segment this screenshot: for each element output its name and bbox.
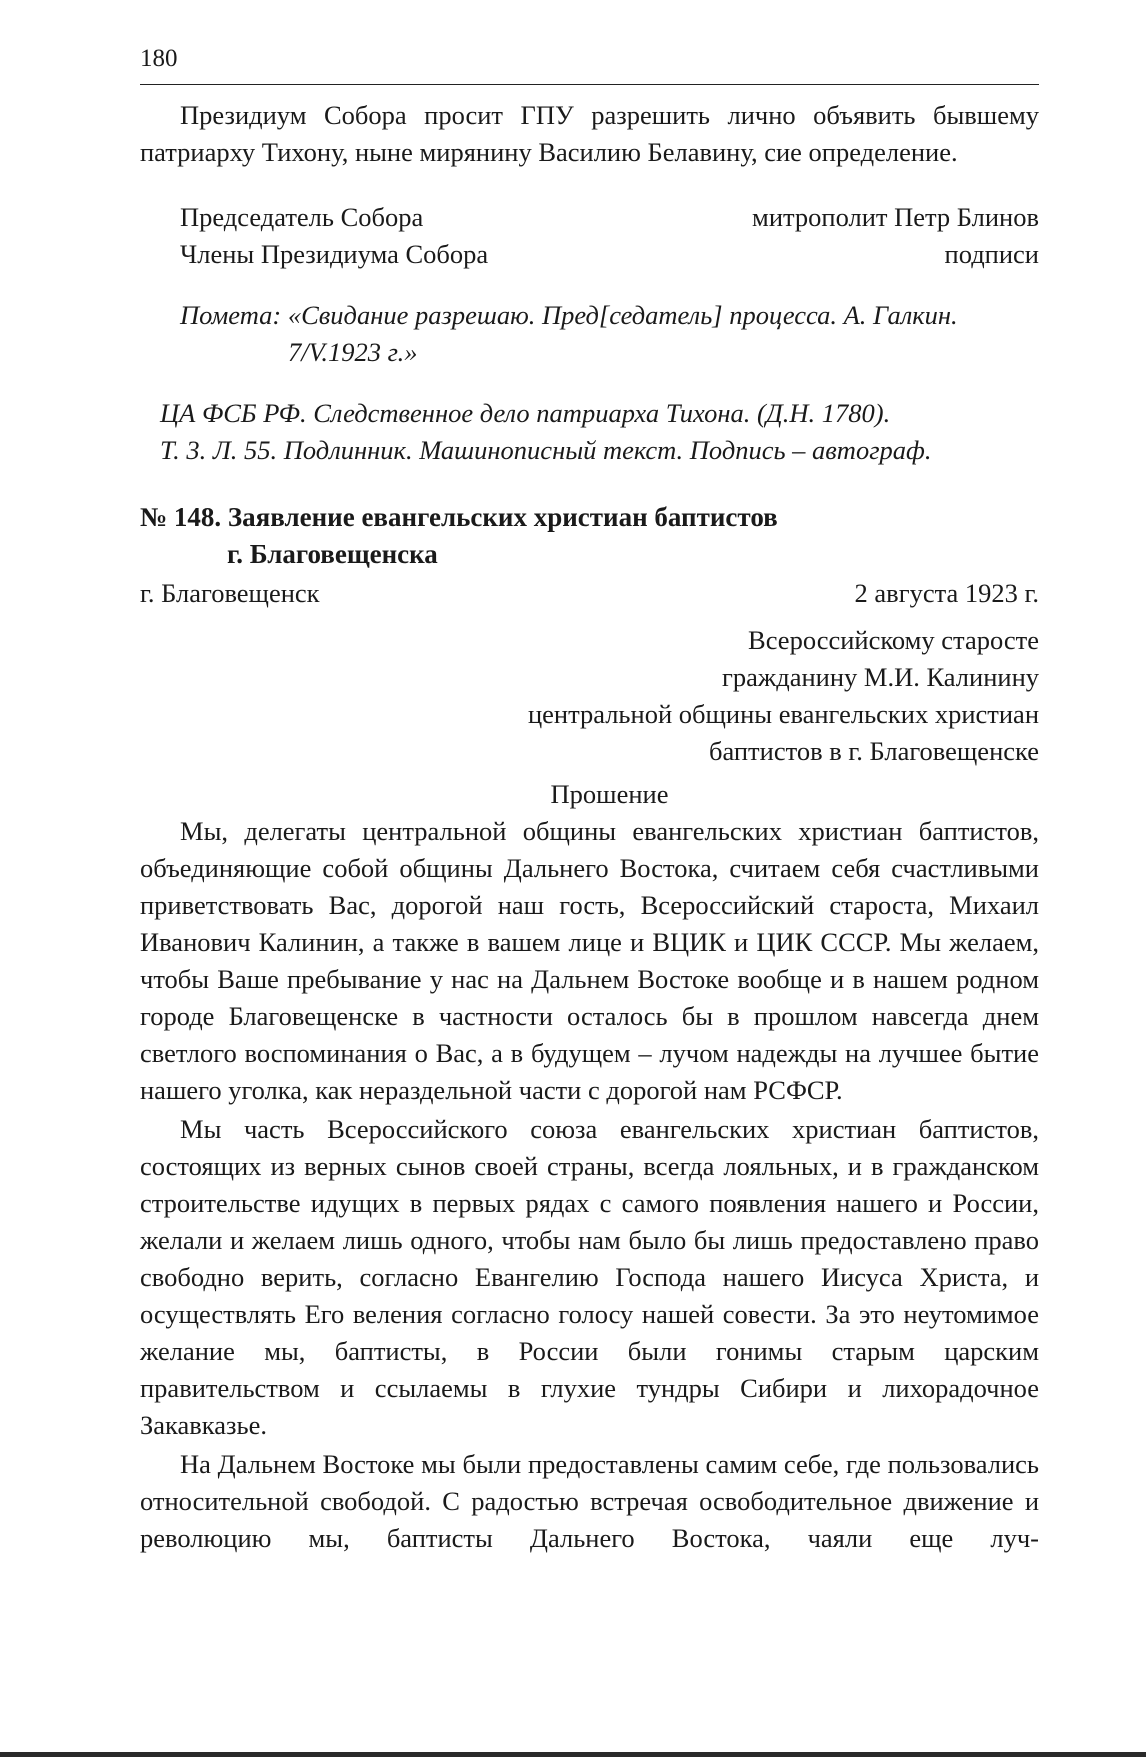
addressee-line: гражданину М.И. Калинину [722, 662, 1039, 692]
header-rule [140, 84, 1039, 85]
scan-edge [0, 1752, 1146, 1757]
petition-title: Прошение [550, 779, 669, 809]
signature-block [140, 199, 1039, 273]
addressee-line: Всероссийскому старосте [748, 625, 1039, 655]
source-citation [140, 395, 1039, 469]
archival-note [140, 297, 1039, 371]
signature-role: Члены Президиума Собора [180, 239, 489, 269]
addressee-line: центральной общины евангельских христиан [527, 699, 1039, 729]
signature-row [180, 199, 1039, 236]
document-heading [140, 499, 1039, 573]
source-line: Т. 3. Л. 55. Подлинник. Машинописный текст. Подпись – автограф. [160, 435, 932, 465]
document-date: 2 августа 1923 г. [854, 578, 1039, 608]
note-line: Помета: «Свидание разрешаю. Пред[седатель] процесса. А. Галкин. [180, 300, 958, 330]
place-date-row [140, 575, 1039, 612]
source-line: ЦА ФСБ РФ. Следственное дело патриарха Тихона. (Д.Н. 1780). [160, 398, 891, 428]
signature-row [180, 236, 1039, 273]
signature-name: митрополит Петр Блинов [752, 202, 1039, 232]
page-number: 180 [140, 45, 178, 72]
heading-line: г. Благовещенска [227, 539, 438, 569]
intro-paragraph: Президиум Собора просит ГПУ разрешить лично объявить бывшему патриарху Тихону, ныне мирянину Василию Белавину, сие определение. [140, 100, 1039, 167]
note-line: 7/V.1923 г.» [288, 337, 418, 367]
signature-name: подписи [944, 239, 1039, 269]
addressee-line: баптистов в г. Благовещенске [708, 736, 1039, 766]
body-paragraph: Мы, делегаты центральной общины евангельских христиан баптистов, объединяющие собой общины Дальнего Востока, считаем себя счастливыми приветствовать Вас, дорогой наш гость, Всероссийский староста, Михаил Иванович Калинин, а также в вашем лице и ВЦИК и ЦИК СССР. Мы желаем, чтобы Ваше пребывание у нас на Дальнем Востоке вообще и в нашем родном городе Благовещенске в частности осталось бы в прошлом навсегда днем светлого воспоминания о Вас, а в будущем – лучом надежды на лучшее бытие нашего уголка, как нераздельной части с дорогой нам РСФСР. [140, 816, 1039, 1105]
addressee-block [140, 622, 1039, 770]
heading-line: № 148. Заявление евангельских христиан баптистов [140, 502, 778, 532]
body-paragraph: Мы часть Всероссийского союза евангельских христиан баптистов, состоящих из верных сынов своей страны, всегда лояльных, и в гражданском строительстве идущих в первых рядах с самого появления нашего и России, желали и желаем лишь одного, чтобы нам было бы лишь предоставлено право свободно верить, согласно Евангелию Господа нашего Иисуса Христа, и осуществлять Его веления согласно голосу нашей совести. За это неутомимое желание мы, баптисты, в России были гонимы старым царским правительством и ссылаемы в глухие тундры Сибири и лихорадочное Закавказье. [140, 1114, 1039, 1440]
document-page [140, 44, 1039, 1557]
document-place: г. Благовещенск [140, 578, 320, 608]
signature-role: Председатель Собора [180, 202, 424, 232]
body-paragraph: На Дальнем Востоке мы были предоставлены самим себе, где пользовались относительной свободой. С радостью встречая освободительное движение и революцию мы, баптисты Дальнего Востока, чаяли еще луч- [140, 1449, 1039, 1553]
